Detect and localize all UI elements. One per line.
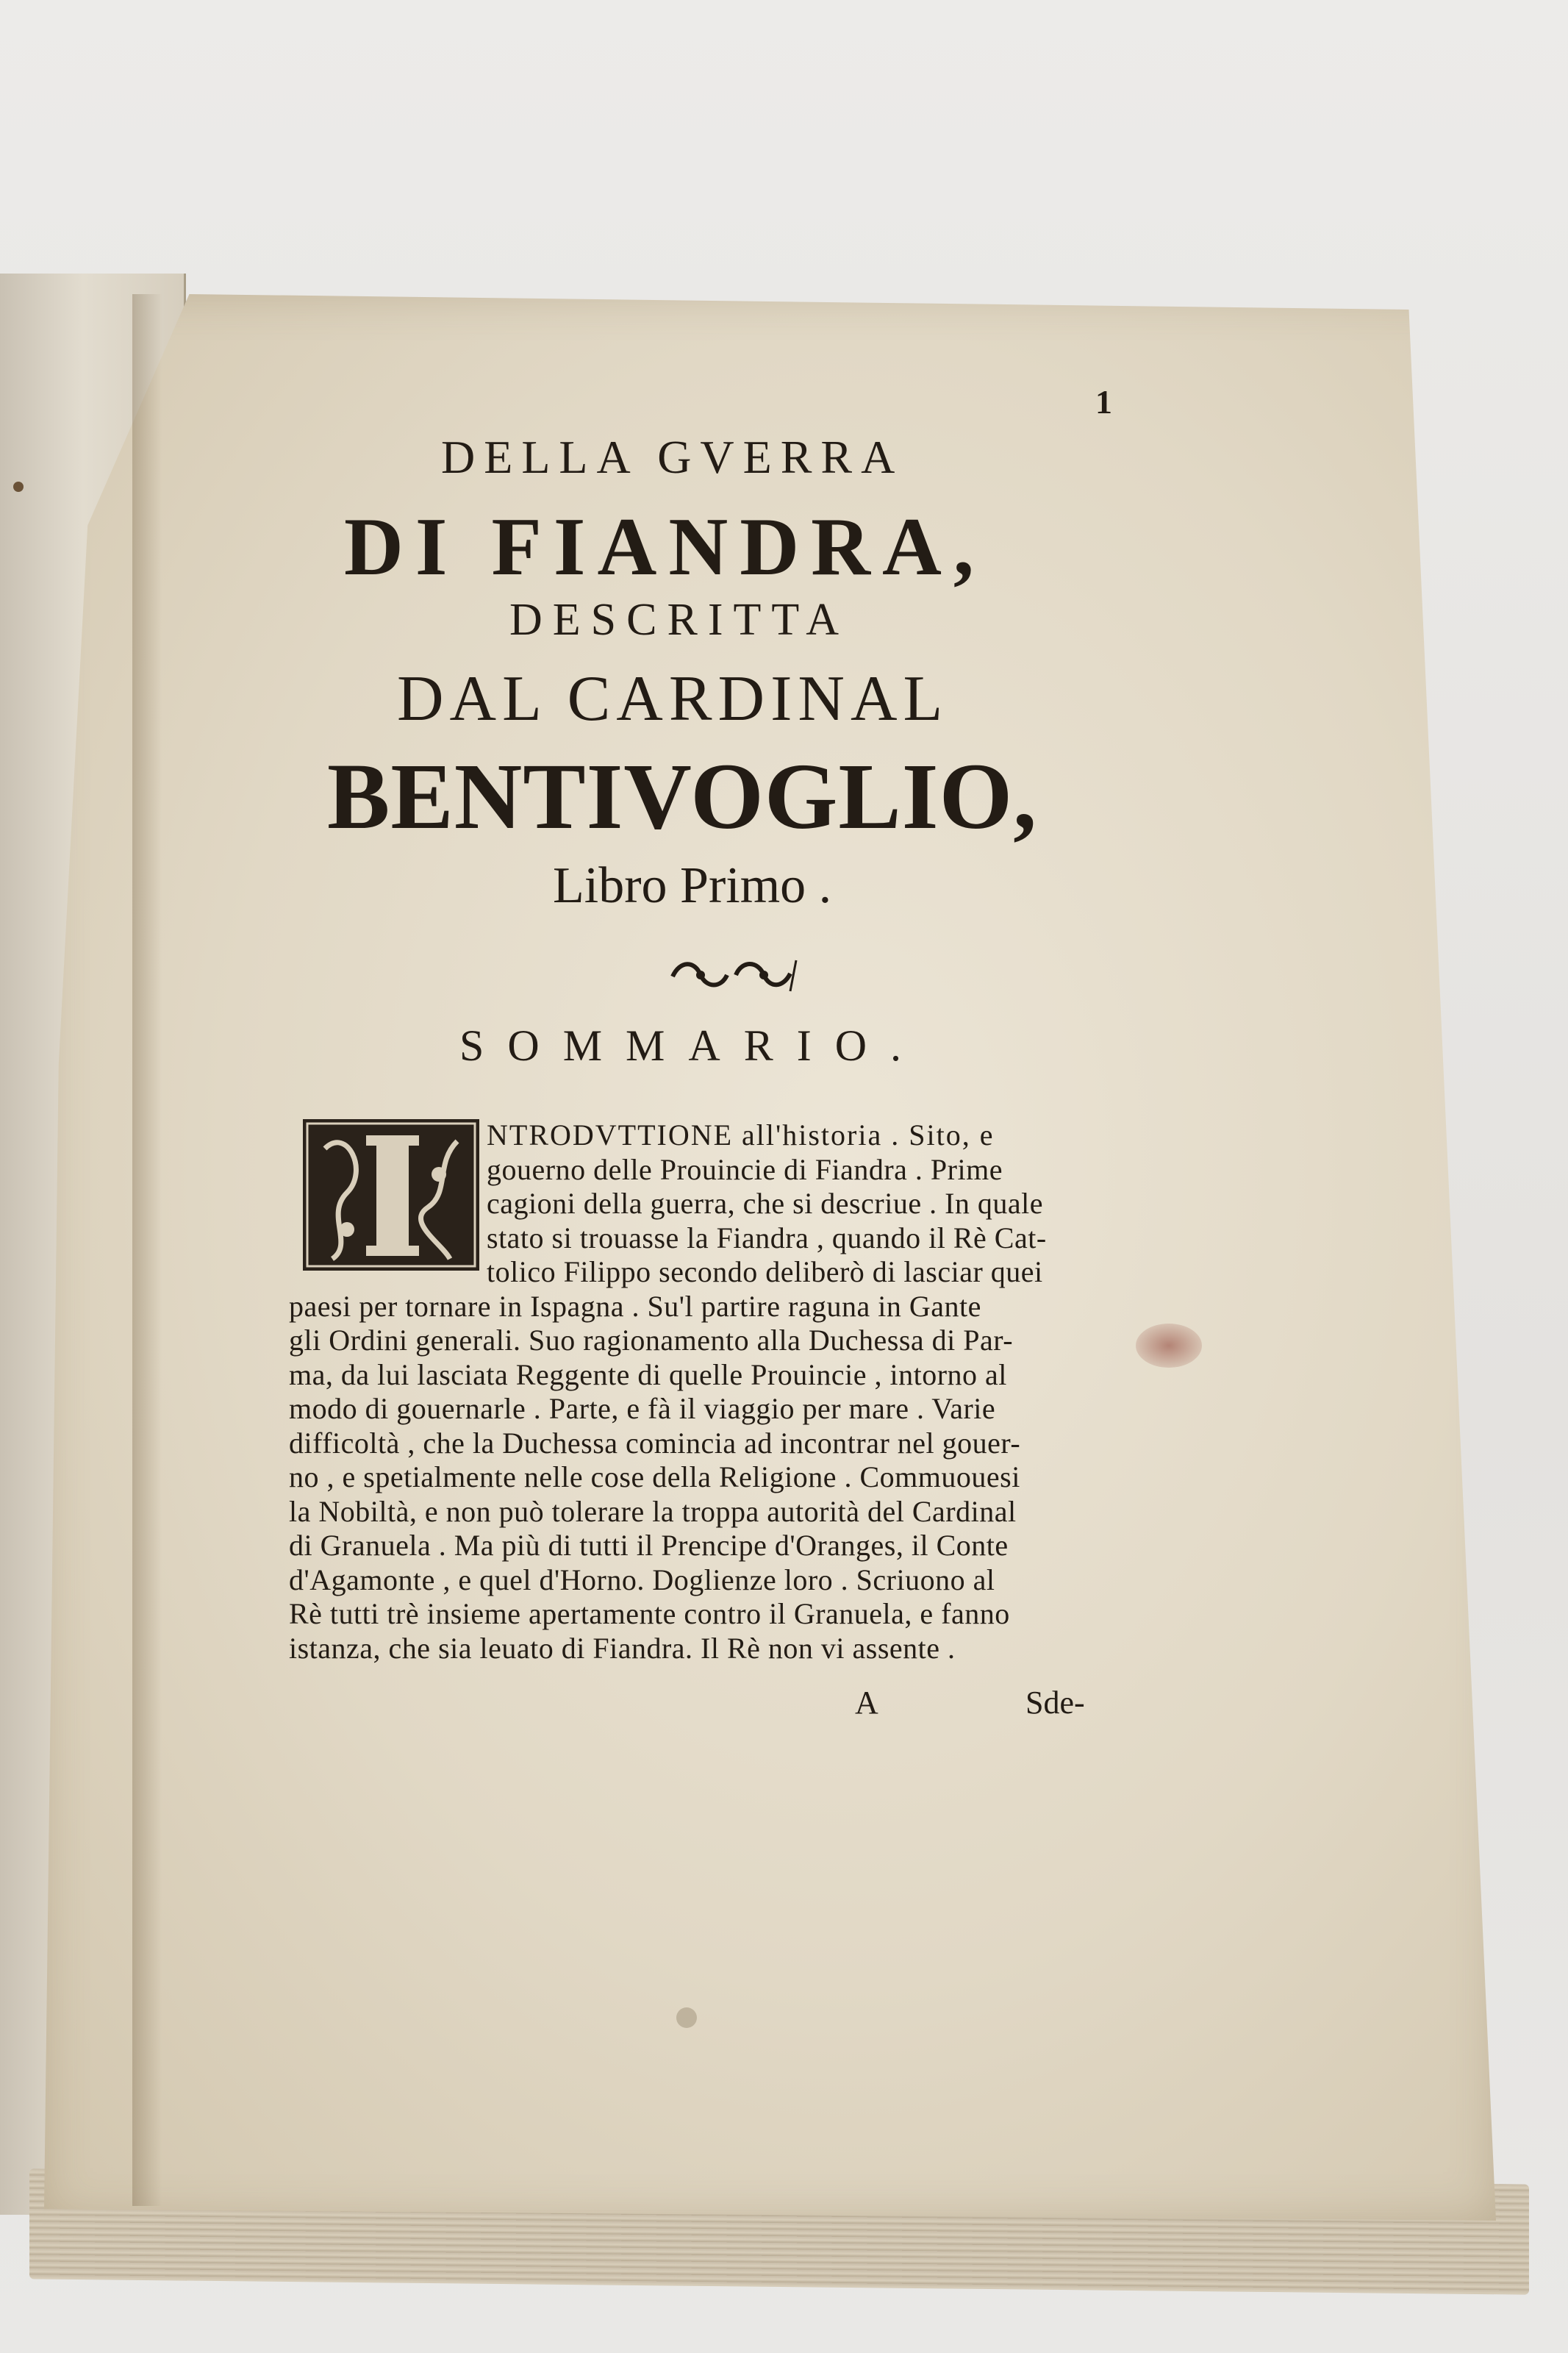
fleuron-ornament <box>665 954 805 994</box>
text-line: stato si trouasse la Fiandra , quando il Rè Cat- <box>487 1221 1047 1254</box>
text-line: no , e spetialmente nelle cose della Religione . Commuouesi <box>289 1460 1020 1493</box>
paper-spot <box>676 2007 697 2028</box>
text-line: gli Ordini generali. Suo ragionamento alla Duchessa di Par- <box>289 1324 1014 1357</box>
page-gutter <box>132 294 162 2206</box>
text-line: ma, da lui lasciata Reggente di quelle Prouincie , intorno al <box>289 1357 1007 1391</box>
summary-heading: SOMMARIO. <box>459 1021 926 1070</box>
title-line-4: DAL CARDINAL <box>397 663 949 735</box>
text-line: paesi per tornare in Ispagna . Su'l partire raguna in Gante <box>289 1289 981 1323</box>
text-line: modo di gouernarle . Parte, e fà il viaggio per mare . Varie <box>289 1392 996 1425</box>
text-line: di Granuela . Ma più di tutti il Prencipe d'Oranges, il Conte <box>289 1529 1009 1562</box>
text-line: d'Agamonte , e quel d'Horno. Doglienze loro . Scriuono al <box>289 1563 995 1596</box>
text-line: Rè tutti trè insieme apertamente contro il Granuela, e fanno <box>289 1597 1010 1630</box>
decorated-initial-i <box>303 1119 479 1271</box>
signature-mark: A <box>855 1685 878 1721</box>
page-number: 1 <box>1095 383 1112 421</box>
book-label: Libro Primo . <box>553 857 832 914</box>
ink-spot <box>13 482 24 492</box>
text-line: difficoltà , che la Duchessa comincia ad incontrar nel gouer- <box>289 1426 1021 1460</box>
text-line: NTRODVTTIONE all'historia . Sito, e <box>487 1118 995 1151</box>
title-line-3: DESCRITTA <box>509 595 850 645</box>
catchword: Sde- <box>1025 1685 1085 1721</box>
text-line: istanza, che sia leuato di Fiandra. Il Rè non vi assente . <box>289 1631 956 1665</box>
title-line-2: DI FIANDRA, <box>344 501 986 593</box>
text-line: gouerno delle Prouincie di Fiandra . Prime <box>487 1152 1003 1186</box>
author-name: BENTIVOGLIO, <box>327 744 1038 849</box>
text-line: la Nobiltà, e non può tolerare la troppa autorità del Cardinal <box>289 1494 1017 1528</box>
title-line-1: DELLA GVERRA <box>441 431 904 483</box>
text-line: cagioni della guerra, che si descriue . In quale <box>487 1187 1044 1220</box>
ink-stain <box>1136 1324 1202 1368</box>
text-line: tolico Filippo secondo deliberò di lasciar quei <box>487 1255 1043 1288</box>
